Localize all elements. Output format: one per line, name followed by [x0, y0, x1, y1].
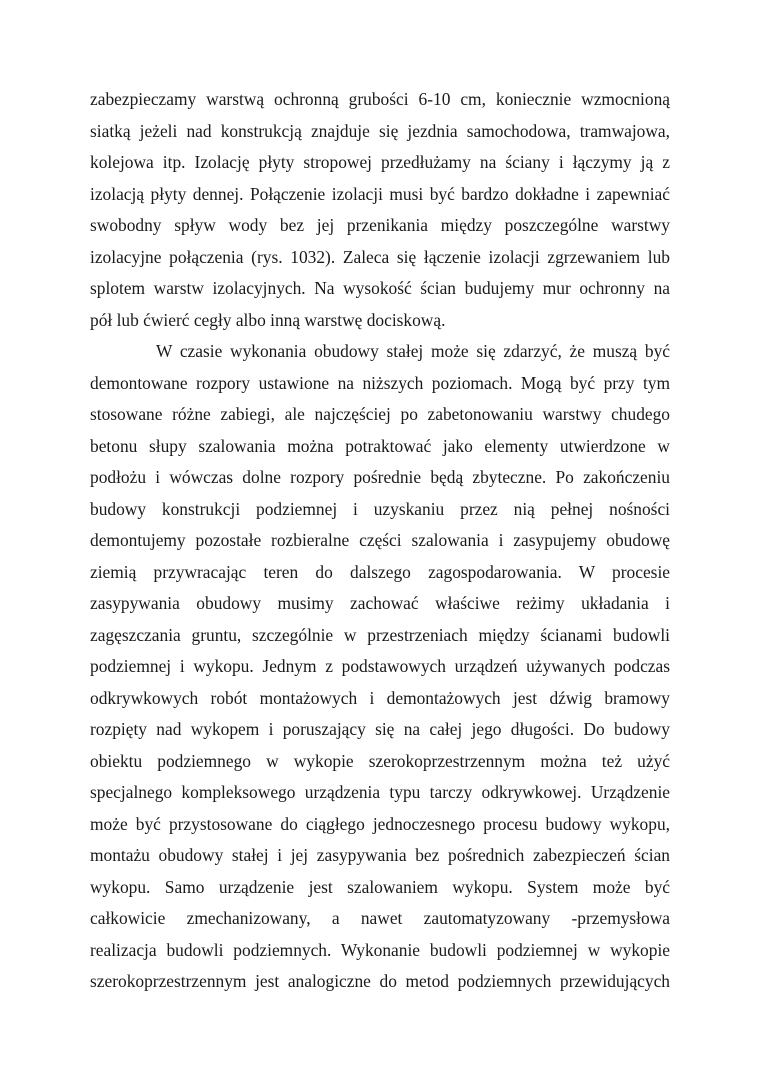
text-line: szerokoprzestrzennym jest analogiczne do metod podziemnych przewidujących: [90, 971, 670, 991]
text-line: całkowicie zmechanizowany, a nawet zautomatyzowany -przemysłowa: [90, 908, 670, 928]
text-line: stosowane różne zabiegi, ale najczęściej po zabetonowaniu warstwy chudego: [90, 404, 670, 424]
text-line: zagęszczania gruntu, szczególnie w przestrzeniach między ścianami budowli: [90, 624, 670, 645]
text-line: betonu słupy szalowania można potraktować jako elementy utwierdzone w: [90, 435, 670, 456]
text-line: demontujemy pozostałe rozbieralne części szalowania i zasypujemy obudowę: [90, 530, 670, 550]
text-line: podłożu i wówczas dolne rozpory pośrednie będą zbyteczne. Po zakończeniu: [90, 467, 670, 487]
text-line: zabezpieczamy warstwą ochronną grubości 6-10 cm, koniecznie wzmocnioną: [90, 89, 670, 109]
text-line: kolejowa itp. Izolację płyty stropowej przedłużamy na ściany i łączymy ją z: [90, 152, 670, 172]
text-line: odkrywkowych robót montażowych i demontażowych jest dźwig bramowy: [90, 687, 670, 708]
text-line: zasypywania obudowy musimy zachować właściwe reżimy układania i: [90, 593, 670, 613]
text-line: specjalnego kompleksowego urządzenia typu tarczy odkrywkowej. Urządzenie: [90, 782, 670, 802]
paragraph-1: [90, 84, 670, 336]
document-page: [90, 84, 670, 998]
text-line: montażu obudowy stałej i jej zasypywania bez pośrednich zabezpieczeń ścian: [90, 845, 670, 865]
text-line: podziemnej i wykopu. Jednym z podstawowych urządzeń używanych podczas: [90, 656, 670, 676]
text-line: ziemią przywracając teren do dalszego zagospodarowania. W procesie: [90, 561, 670, 582]
text-line: W czasie wykonania obudowy stałej może się zdarzyć, że muszą być: [156, 341, 670, 361]
text-line: budowy konstrukcji podziemnej i uzyskaniu przez nią pełnej nośności: [90, 498, 670, 519]
paragraph-2: [90, 336, 670, 998]
text-line: izolacyjne połączenia (rys. 1032). Zaleca się łączenie izolacji zgrzewaniem lub: [90, 246, 670, 267]
text-line: realizacja budowli podziemnych. Wykonanie budowli podziemnej w wykopie: [90, 939, 670, 960]
text-line: swobodny spływ wody bez jej przenikania między poszczególne warstwy: [90, 215, 670, 235]
text-line: splotem warstw izolacyjnych. Na wysokość ścian budujemy mur ochronny na: [90, 278, 670, 298]
text-line: może być przystosowane do ciągłego jednoczesnego procesu budowy wykopu,: [90, 813, 670, 834]
text-line: demontowane rozpory ustawione na niższych poziomach. Mogą być przy tym: [90, 372, 670, 393]
text-line: obiektu podziemnego w wykopie szerokoprzestrzennym można też użyć: [90, 750, 670, 771]
text-line: siatką jeżeli nad konstrukcją znajduje się jezdnia samochodowa, tramwajowa,: [90, 120, 670, 141]
text-line: izolacją płyty dennej. Połączenie izolacji musi być bardzo dokładne i zapewniać: [90, 183, 670, 204]
text-line: rozpięty nad wykopem i poruszający się na całej jego długości. Do budowy: [90, 719, 670, 739]
text-line: pół lub ćwierć cegły albo inną warstwę dociskową.: [90, 309, 446, 330]
text-line: wykopu. Samo urządzenie jest szalowaniem wykopu. System może być: [90, 876, 670, 897]
